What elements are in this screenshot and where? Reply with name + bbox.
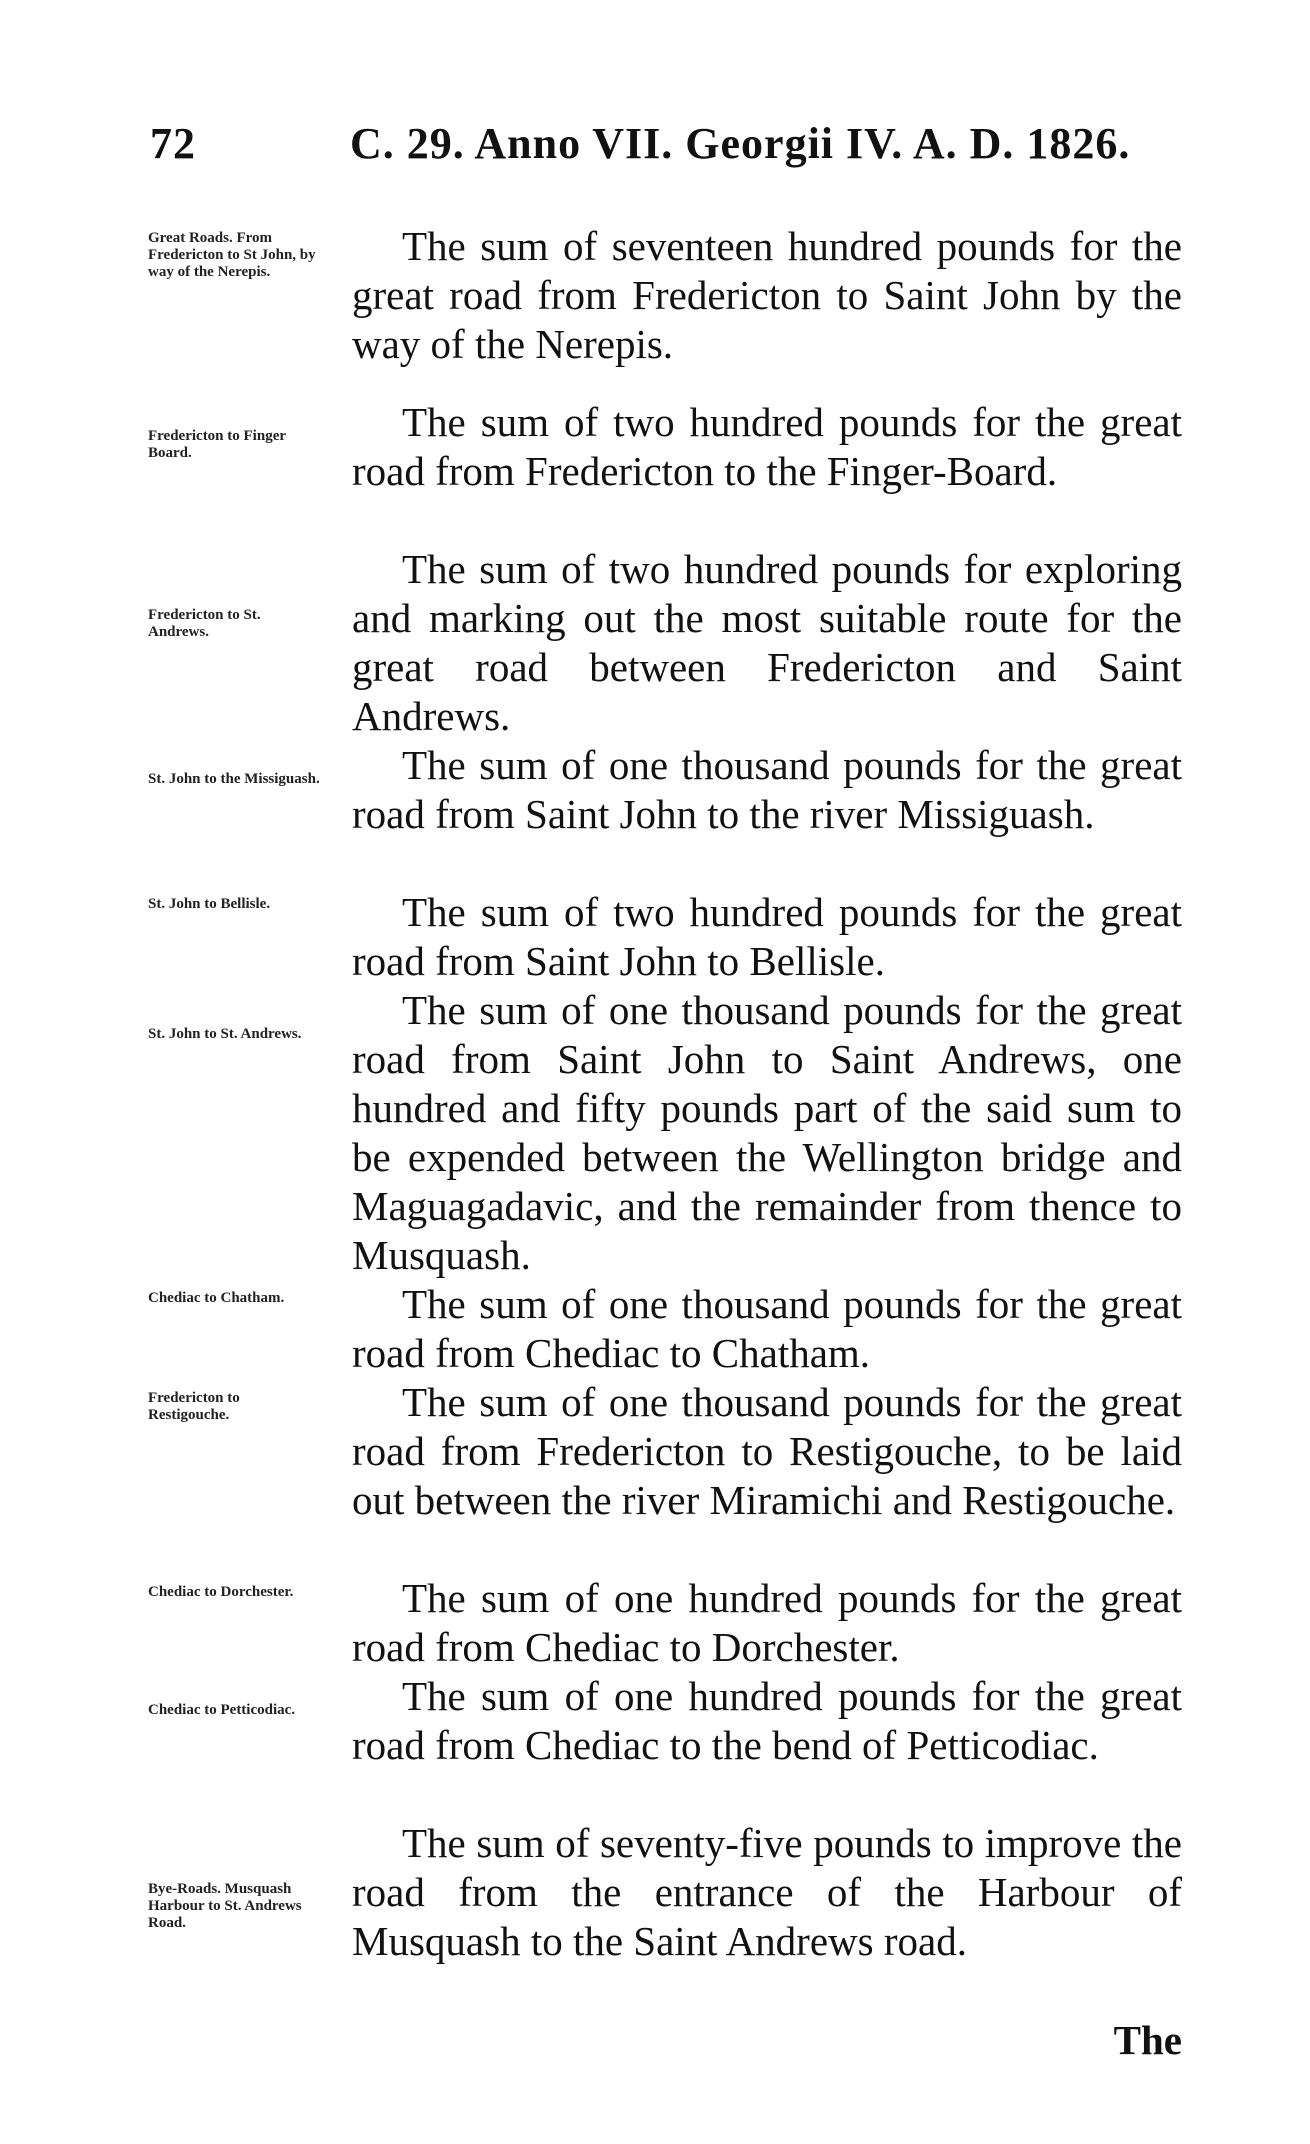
- entry-fredericton-restigouche: [0, 1378, 1310, 1574]
- running-header: [150, 118, 1190, 178]
- entry-text: The sum of one hundred pounds for the great road from Chediac to Dorchester.: [352, 1575, 1182, 1670]
- entry-chediac-chatham: [0, 1280, 1310, 1378]
- entry-saint-john-missiguash: [0, 741, 1310, 888]
- entry-musquash-st-andrews: [0, 1819, 1310, 2015]
- header-title: C. 29. Anno VII. Georgii IV. A. D. 1826.: [350, 119, 1131, 168]
- entry-text: The sum of two hundred pounds for the great road from Saint John to Bellisle.: [352, 889, 1182, 984]
- entry-text: The sum of seventeen hundred pounds for the great road from Fredericton to Saint John by the way of the Nerepis.: [352, 223, 1182, 367]
- entry-saint-john-bellisle: [0, 888, 1310, 986]
- margin-note: Fredericton to St. Andrews.: [148, 607, 261, 640]
- margin-note: Chediac to Dorchester.: [148, 1584, 294, 1600]
- entry-text: The sum of one thousand pounds for the great road from Chediac to Chatham.: [352, 1281, 1182, 1376]
- entry-fredericton-finger-board: [0, 398, 1310, 545]
- entry-text: The sum of two hundred pounds for the great road from Fredericton to the Finger-Board.: [352, 399, 1182, 494]
- entry-fredericton-saint-john: [0, 222, 1310, 398]
- margin-note: Great Roads. From Fredericton to St John, by way of the Nerepis.: [148, 230, 316, 280]
- catchword: The: [1113, 2017, 1182, 2063]
- appropriation-list: [0, 222, 1310, 2015]
- entry-text: The sum of one thousand pounds for the great road from Fredericton to Restigouche, to be laid out between the river Miramichi and Restigouche.: [352, 1379, 1182, 1523]
- margin-note: St. John to the Missiguash.: [148, 771, 320, 787]
- margin-note: Chediac to Petticodiac.: [148, 1702, 296, 1718]
- entry-text: The sum of two hundred pounds for exploring and marking out the most suitable route for the great road between Fredericton and Saint Andrews.: [352, 546, 1182, 739]
- margin-note: Bye-Roads. Musquash Harbour to St. Andrews Road.: [148, 1881, 302, 1931]
- entry-text: The sum of one thousand pounds for the great road from Saint John to the river Missiguash.: [352, 742, 1182, 837]
- entry-chediac-petticodiac: [0, 1672, 1310, 1819]
- margin-note: Fredericton to Finger Board.: [148, 428, 286, 461]
- entry-chediac-dorchester: [0, 1574, 1310, 1672]
- entry-text: The sum of one hundred pounds for the great road from Chediac to the bend of Petticodiac.: [352, 1673, 1182, 1768]
- entry-saint-john-st-andrews: [0, 986, 1310, 1280]
- margin-note: St. John to Bellisle.: [148, 896, 271, 912]
- margin-note: Chediac to Chatham.: [148, 1290, 285, 1306]
- page-number: 72: [150, 119, 196, 168]
- entry-text: The sum of seventy-five pounds to improve the road from the entrance of the Harbour of Musquash to the Saint Andrews road.: [352, 1820, 1182, 1964]
- margin-note: Fredericton to Restigouche.: [148, 1390, 240, 1423]
- margin-note: St. John to St. Andrews.: [148, 1026, 302, 1042]
- entry-fredericton-st-andrews: [0, 545, 1310, 741]
- entry-text: The sum of one thousand pounds for the great road from Saint John to Saint Andrews, one hundred and fifty pounds part of the said sum to be expended between the Wellington bridge and Maguagadavic, and the remainder from thence to Musquash.: [352, 987, 1182, 1278]
